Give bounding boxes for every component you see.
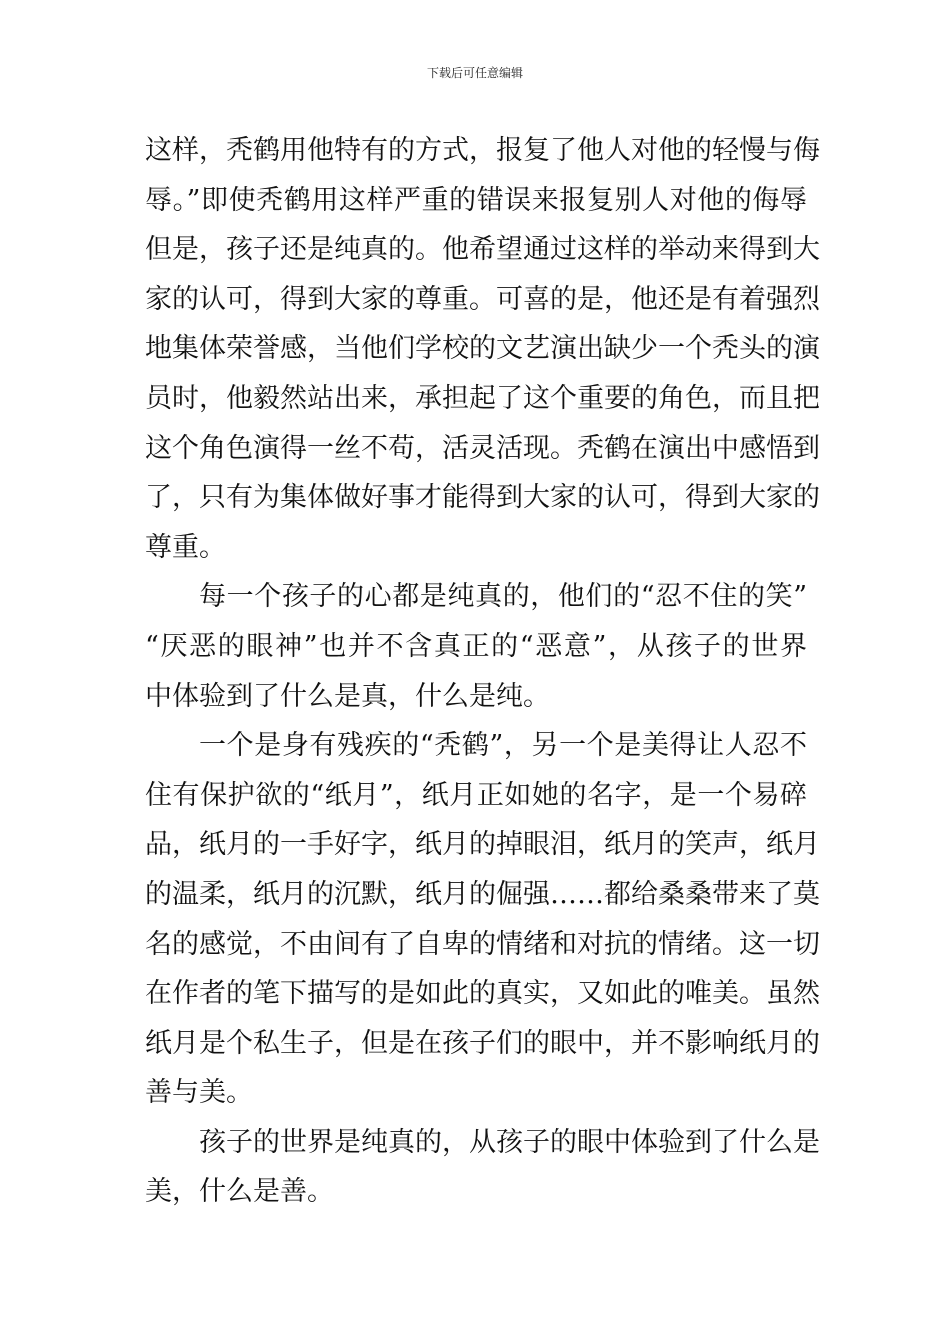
text-line: 每一个孩子的心都是纯真的，他们的“忍不住的笑” <box>199 581 807 613</box>
text-line: 尊重。 <box>145 531 226 563</box>
text-line: 地集体荣誉感，当他们学校的文艺演出缺少一个秃头的演 <box>145 333 820 365</box>
text-line: 中体验到了什么是真，什么是纯。 <box>145 680 550 712</box>
text-line: 善与美。 <box>145 1077 253 1109</box>
text-line: 品，纸月的一手好字，纸月的掉眼泪，纸月的笑声，纸月 <box>145 829 820 861</box>
text-line: 孩子的世界是纯真的，从孩子的眼中体验到了什么是 <box>199 1126 820 1158</box>
paragraph <box>145 1118 820 1217</box>
text-line: 在作者的笔下描写的是如此的真实，又如此的唯美。虽然 <box>145 978 820 1010</box>
text-line: 家的认可，得到大家的尊重。可喜的是，他还是有着强烈 <box>145 283 820 315</box>
paragraph <box>145 126 820 572</box>
text-line: 纸月是个私生子，但是在孩子们的眼中，并不影响纸月的 <box>145 1027 820 1059</box>
document-body <box>145 126 820 1217</box>
text-line: 住有保护欲的“纸月”，纸月正如她的名字，是一个易碎 <box>145 779 807 811</box>
text-line: 了，只有为集体做好事才能得到大家的认可，得到大家的 <box>145 482 820 514</box>
text-line: 这个角色演得一丝不苟，活灵活现。秃鹤在演出中感悟到 <box>145 432 820 464</box>
text-line: 这样，秃鹤用他特有的方式，报复了他人对他的轻慢与侮 <box>145 135 820 166</box>
paragraph <box>145 572 807 721</box>
text-line: 美，什么是善。 <box>145 1176 334 1208</box>
text-line: 辱。”即使秃鹤用这样严重的错误来报复别人对他的侮辱 <box>145 184 807 216</box>
text-line: 名的感觉，不由间有了自卑的情绪和对抗的情绪。这一切 <box>145 928 820 960</box>
text-line: 员时，他毅然站出来，承担起了这个重要的角色，而且把 <box>145 382 820 414</box>
paragraph <box>145 721 820 1118</box>
text-line: 但是，孩子还是纯真的。他希望通过这样的举动来得到大 <box>145 234 820 266</box>
text-line: 一个是身有残疾的“秃鹤”，另一个是美得让人忍不 <box>199 730 807 762</box>
page-header: 下载后可任意编辑 <box>426 66 523 80</box>
text-line: “厌恶的眼神”也并不含真正的“恶意”，从孩子的世界 <box>145 630 807 662</box>
text-line: 的温柔，纸月的沉默，纸月的倔强……都给桑桑带来了莫 <box>145 878 820 910</box>
